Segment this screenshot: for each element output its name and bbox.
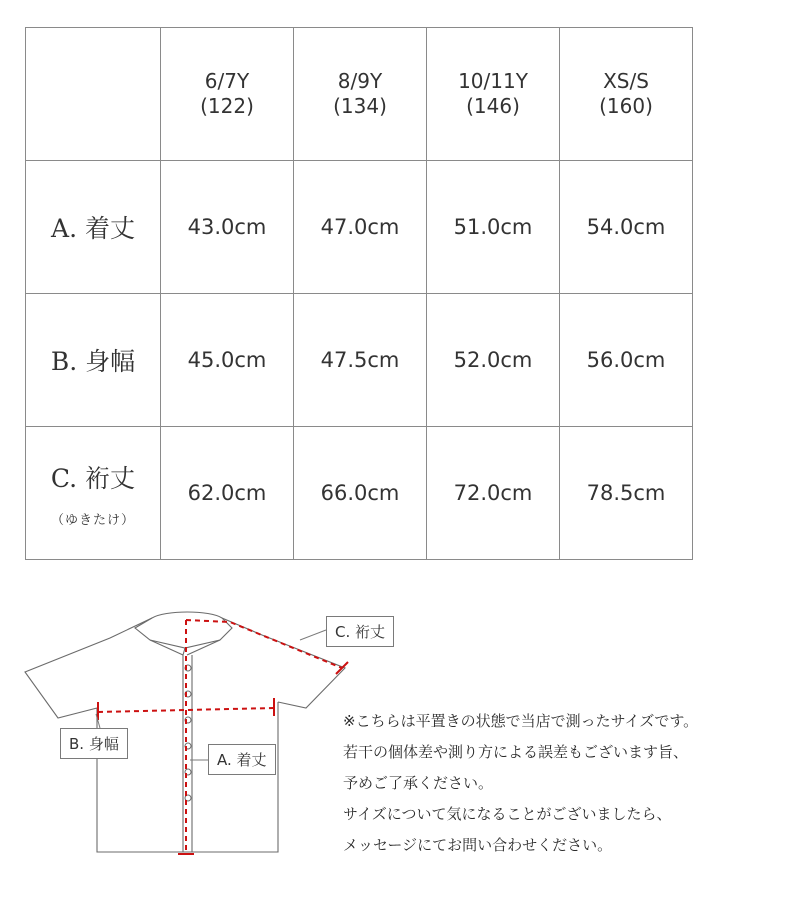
- size-height: (160): [599, 94, 653, 118]
- measurement-value: 52.0cm: [453, 348, 533, 372]
- size-header-cell: [560, 28, 693, 161]
- value-cell: [560, 161, 693, 294]
- note-line: ※こちらは平置きの状態で当店で測ったサイズです。: [343, 712, 699, 730]
- size-label: 8/9Y: [337, 69, 383, 93]
- size-header-cell: [161, 28, 294, 161]
- note-line: 予めご了承ください。: [343, 774, 494, 792]
- size-height: (122): [200, 94, 254, 118]
- value-cell: [161, 427, 294, 560]
- row-label-cell: [26, 294, 161, 427]
- row-label-cell: [26, 161, 161, 294]
- value-cell: [294, 294, 427, 427]
- measurement-value: 51.0cm: [453, 215, 533, 239]
- measurement-value: 43.0cm: [187, 215, 267, 239]
- row-label: C. 裄丈: [50, 463, 136, 493]
- sleeve-line-c: [186, 620, 342, 668]
- value-cell: [427, 427, 560, 560]
- size-label: XS/S: [603, 69, 649, 93]
- value-cell: [161, 161, 294, 294]
- size-header-cell: [294, 28, 427, 161]
- measurement-value: 62.0cm: [187, 481, 267, 505]
- note-line: 若干の個体差や測り方による誤差もございます旨、: [343, 743, 689, 761]
- table-row: [26, 294, 693, 427]
- table-row: [26, 161, 693, 294]
- row-label-cell: [26, 427, 161, 560]
- table-corner-cell: [26, 28, 161, 161]
- value-cell: [560, 427, 693, 560]
- value-cell: [560, 294, 693, 427]
- value-cell: [294, 161, 427, 294]
- note-line: サイズについて気になることがございましたら、: [343, 805, 672, 823]
- measurement-value: 66.0cm: [320, 481, 400, 505]
- callout-sleeve-length: C. 裄丈: [326, 616, 394, 647]
- measurement-value: 72.0cm: [453, 481, 533, 505]
- value-cell: [427, 161, 560, 294]
- measurement-value: 45.0cm: [187, 348, 267, 372]
- measurement-lines: [98, 620, 348, 854]
- measurement-value: 78.5cm: [586, 481, 666, 505]
- measurement-notes: [343, 706, 698, 861]
- size-height: (146): [466, 94, 520, 118]
- callout-body-width: B. 身幅: [60, 728, 128, 759]
- value-cell: [161, 294, 294, 427]
- size-label: 10/11Y: [458, 69, 528, 93]
- row-label-reading: （ゆきたけ）: [50, 512, 135, 528]
- value-cell: [427, 294, 560, 427]
- measurement-value: 56.0cm: [586, 348, 666, 372]
- callout-leaders: [96, 630, 326, 760]
- measurement-value: 54.0cm: [586, 215, 666, 239]
- row-label: A. 着丈: [51, 214, 135, 243]
- table-row: [26, 427, 693, 560]
- callout-body-length: A. 着丈: [208, 744, 276, 775]
- note-line: メッセージにてお問い合わせください。: [343, 836, 613, 854]
- table-header-row: [26, 28, 693, 161]
- measurement-value: 47.5cm: [320, 348, 400, 372]
- sleeve-end-mark: [336, 662, 348, 674]
- size-label: 6/7Y: [204, 69, 250, 93]
- value-cell: [294, 427, 427, 560]
- size-header-cell: [427, 28, 560, 161]
- row-label: B. 身幅: [50, 347, 136, 376]
- measurement-value: 47.0cm: [320, 215, 400, 239]
- size-table: [25, 27, 693, 560]
- size-height: (134): [333, 94, 387, 118]
